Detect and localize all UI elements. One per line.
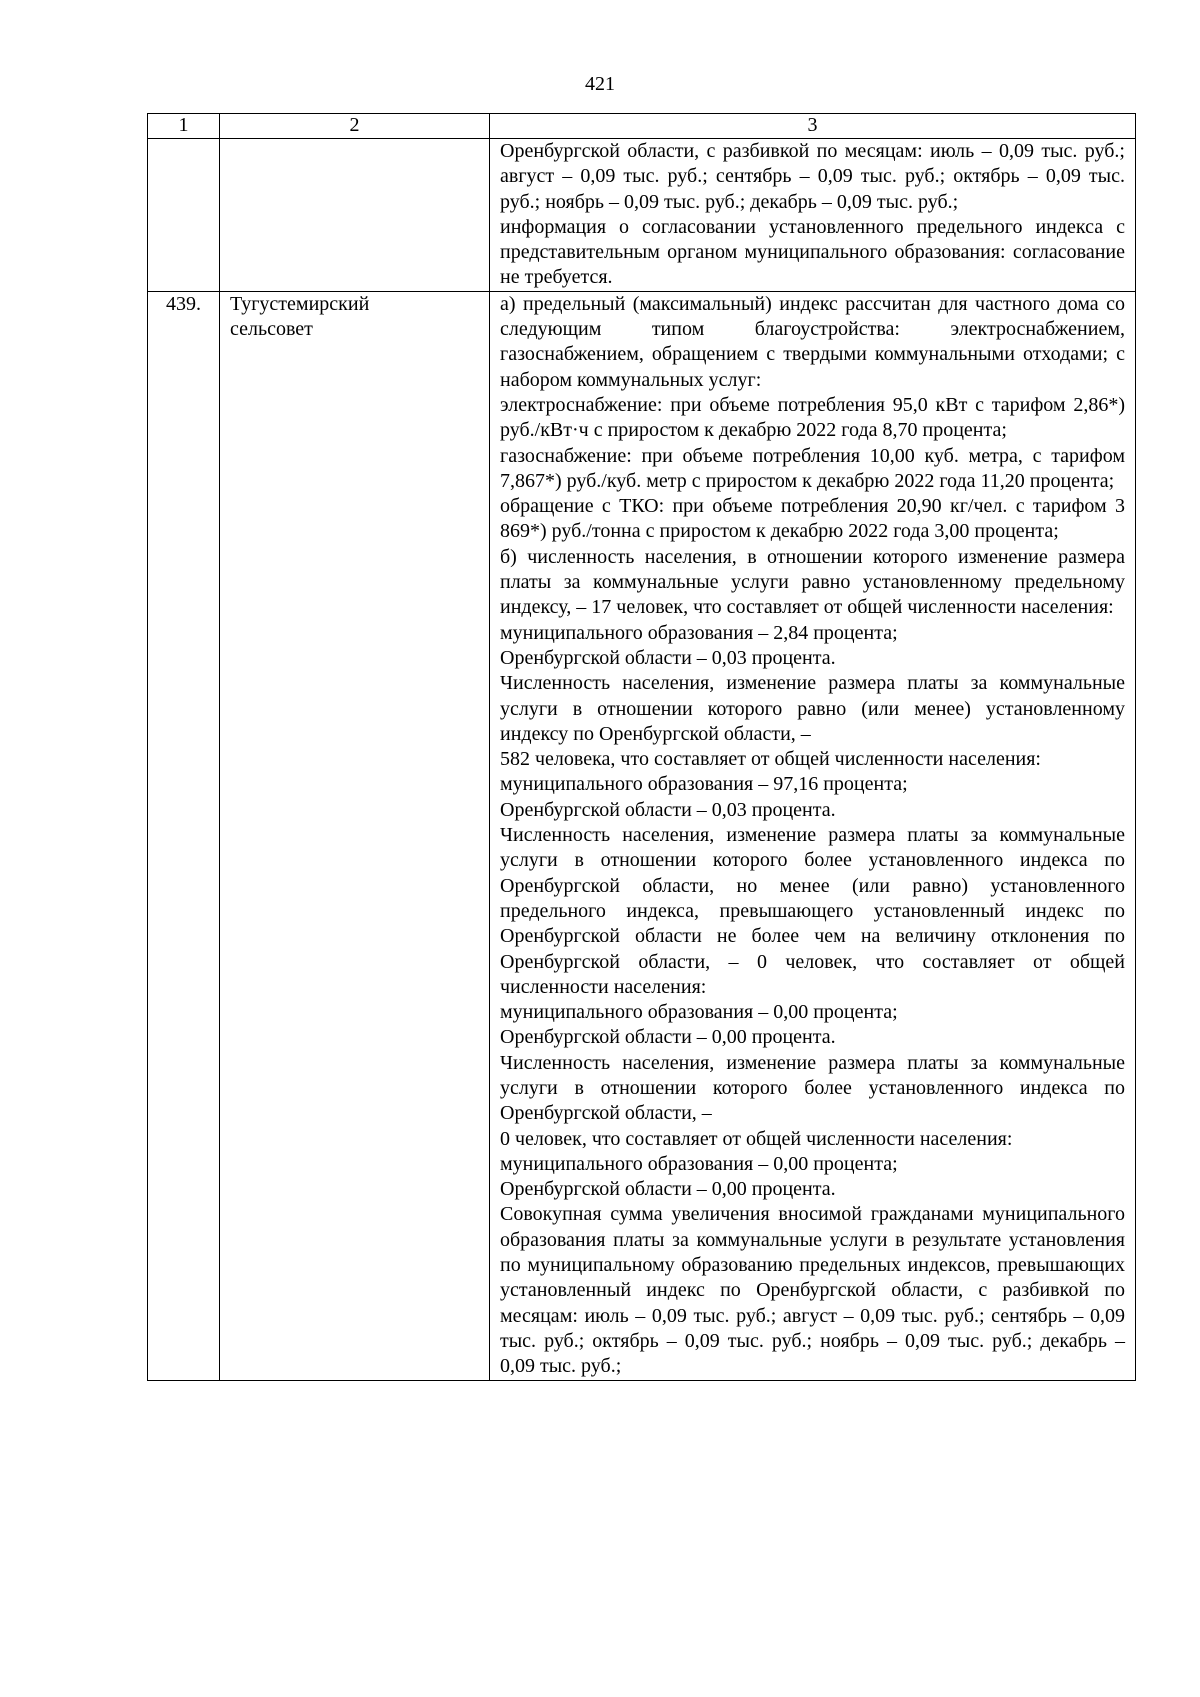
table-row: [148, 291, 1136, 1380]
municipality-name-line: сельсовет: [230, 318, 313, 341]
index-table: [147, 113, 1136, 1381]
column-header-2: 2: [220, 114, 490, 139]
text-paragraph: а) предельный (максимальный) индекс рассчитан для частного дома со следующим типом благоустройства: электроснабжением, газоснабжением, обращением с твердыми коммунальными отходами; с набором коммунальных услуг:: [500, 292, 1125, 391]
table-header-row: [148, 114, 1136, 139]
column-header-3: 3: [490, 114, 1136, 139]
description-cell: [490, 291, 1136, 1380]
text-paragraph: Численность населения, изменение размера платы за коммунальные услуги в отношении которого более установленного индекса по Оренбургской области, –: [500, 1051, 1125, 1125]
text-paragraph: газоснабжение: при объеме потребления 10,00 куб. метра, с тарифом 7,867*) руб./куб. метр с приростом к декабрю 2022 года 11,20 процента;: [500, 444, 1125, 492]
text-paragraph: Оренбургской области, с разбивкой по месяцам: июль – 0,09 тыс. руб.; август – 0,09 тыс. руб.; сентябрь – 0,09 тыс. руб.; октябрь – 0,09 тыс. руб.; ноябрь – 0,09 тыс. руб.; декабрь – 0,09 тыс. руб.;: [500, 140, 1125, 213]
text-paragraph: Оренбургской области – 0,00 процента.: [500, 1026, 836, 1049]
text-paragraph: б) численность населения, в отношении которого изменение размера платы за коммунальные услуги равно установленному предельному индексу, – 17 человек, что составляет от общей численности населения:: [500, 545, 1125, 619]
text-paragraph: Оренбургской области – 0,03 процента.: [500, 798, 836, 821]
municipality-cell: [220, 139, 490, 292]
table-row: [148, 139, 1136, 292]
text-paragraph: Численность населения, изменение размера платы за коммунальные услуги в отношении которого более установленного индекса по Оренбургской области, но менее (или равно) установленного предельного индекса, превышающего установленный индекс по Оренбургской области не более чем на величину отклонения по Оренбургской области, – 0 человек, что составляет от общей численности населения:: [500, 824, 1125, 998]
text-paragraph: муниципального образования – 2,84 процента;: [500, 621, 898, 644]
text-paragraph: муниципального образования – 97,16 процента;: [500, 773, 908, 796]
text-paragraph: муниципального образования – 0,00 процента;: [500, 1152, 898, 1175]
text-paragraph: информация о согласовании установленного предельного индекса с представительным органом муниципального образования: согласование не требуется.: [500, 215, 1125, 289]
description-cell: [490, 139, 1136, 292]
column-header-1: 1: [148, 114, 220, 139]
text-paragraph: муниципального образования – 0,00 процента;: [500, 1001, 898, 1024]
text-paragraph: Численность населения, изменение размера платы за коммунальные услуги в отношении которого равно (или менее) установленному индексу по Оренбургской области, –: [500, 672, 1125, 745]
row-number-cell: [148, 139, 220, 292]
text-paragraph: 582 человека, что составляет от общей численности населения:: [500, 748, 1041, 771]
text-paragraph: обращение с ТКО: при объеме потребления 20,90 кг/чел. с тарифом 3 869*) руб./тонна с приростом к декабрю 2022 года 3,00 процента;: [500, 495, 1125, 543]
municipality-cell: [220, 291, 490, 1380]
text-paragraph: электроснабжение: при объеме потребления 95,0 кВт с тарифом 2,86*) руб./кВт·ч с приростом к декабрю 2022 года 8,70 процента;: [500, 393, 1125, 442]
municipality-name-line: Тугустемирский: [230, 292, 370, 315]
text-paragraph: Совокупная сумма увеличения вносимой гражданами муниципального образования платы за коммунальные услуги в результате установления по муниципальному образованию предельных индексов, превышающих установленный индекс по Оренбургской области, с разбивкой по месяцам: июль – 0,09 тыс. руб.; август – 0,09 тыс. руб.; сентябрь – 0,09 тыс. руб.; октябрь – 0,09 тыс. руб.; ноябрь – 0,09 тыс. руб.; декабрь – 0,09 тыс. руб.;: [500, 1203, 1125, 1378]
text-paragraph: 0 человек, что составляет от общей численности населения:: [500, 1127, 1013, 1150]
text-paragraph: Оренбургской области – 0,00 процента.: [500, 1178, 836, 1201]
page-number: 421: [585, 73, 615, 95]
row-number-cell: 439.: [148, 291, 220, 1380]
text-paragraph: Оренбургской области – 0,03 процента.: [500, 646, 836, 669]
